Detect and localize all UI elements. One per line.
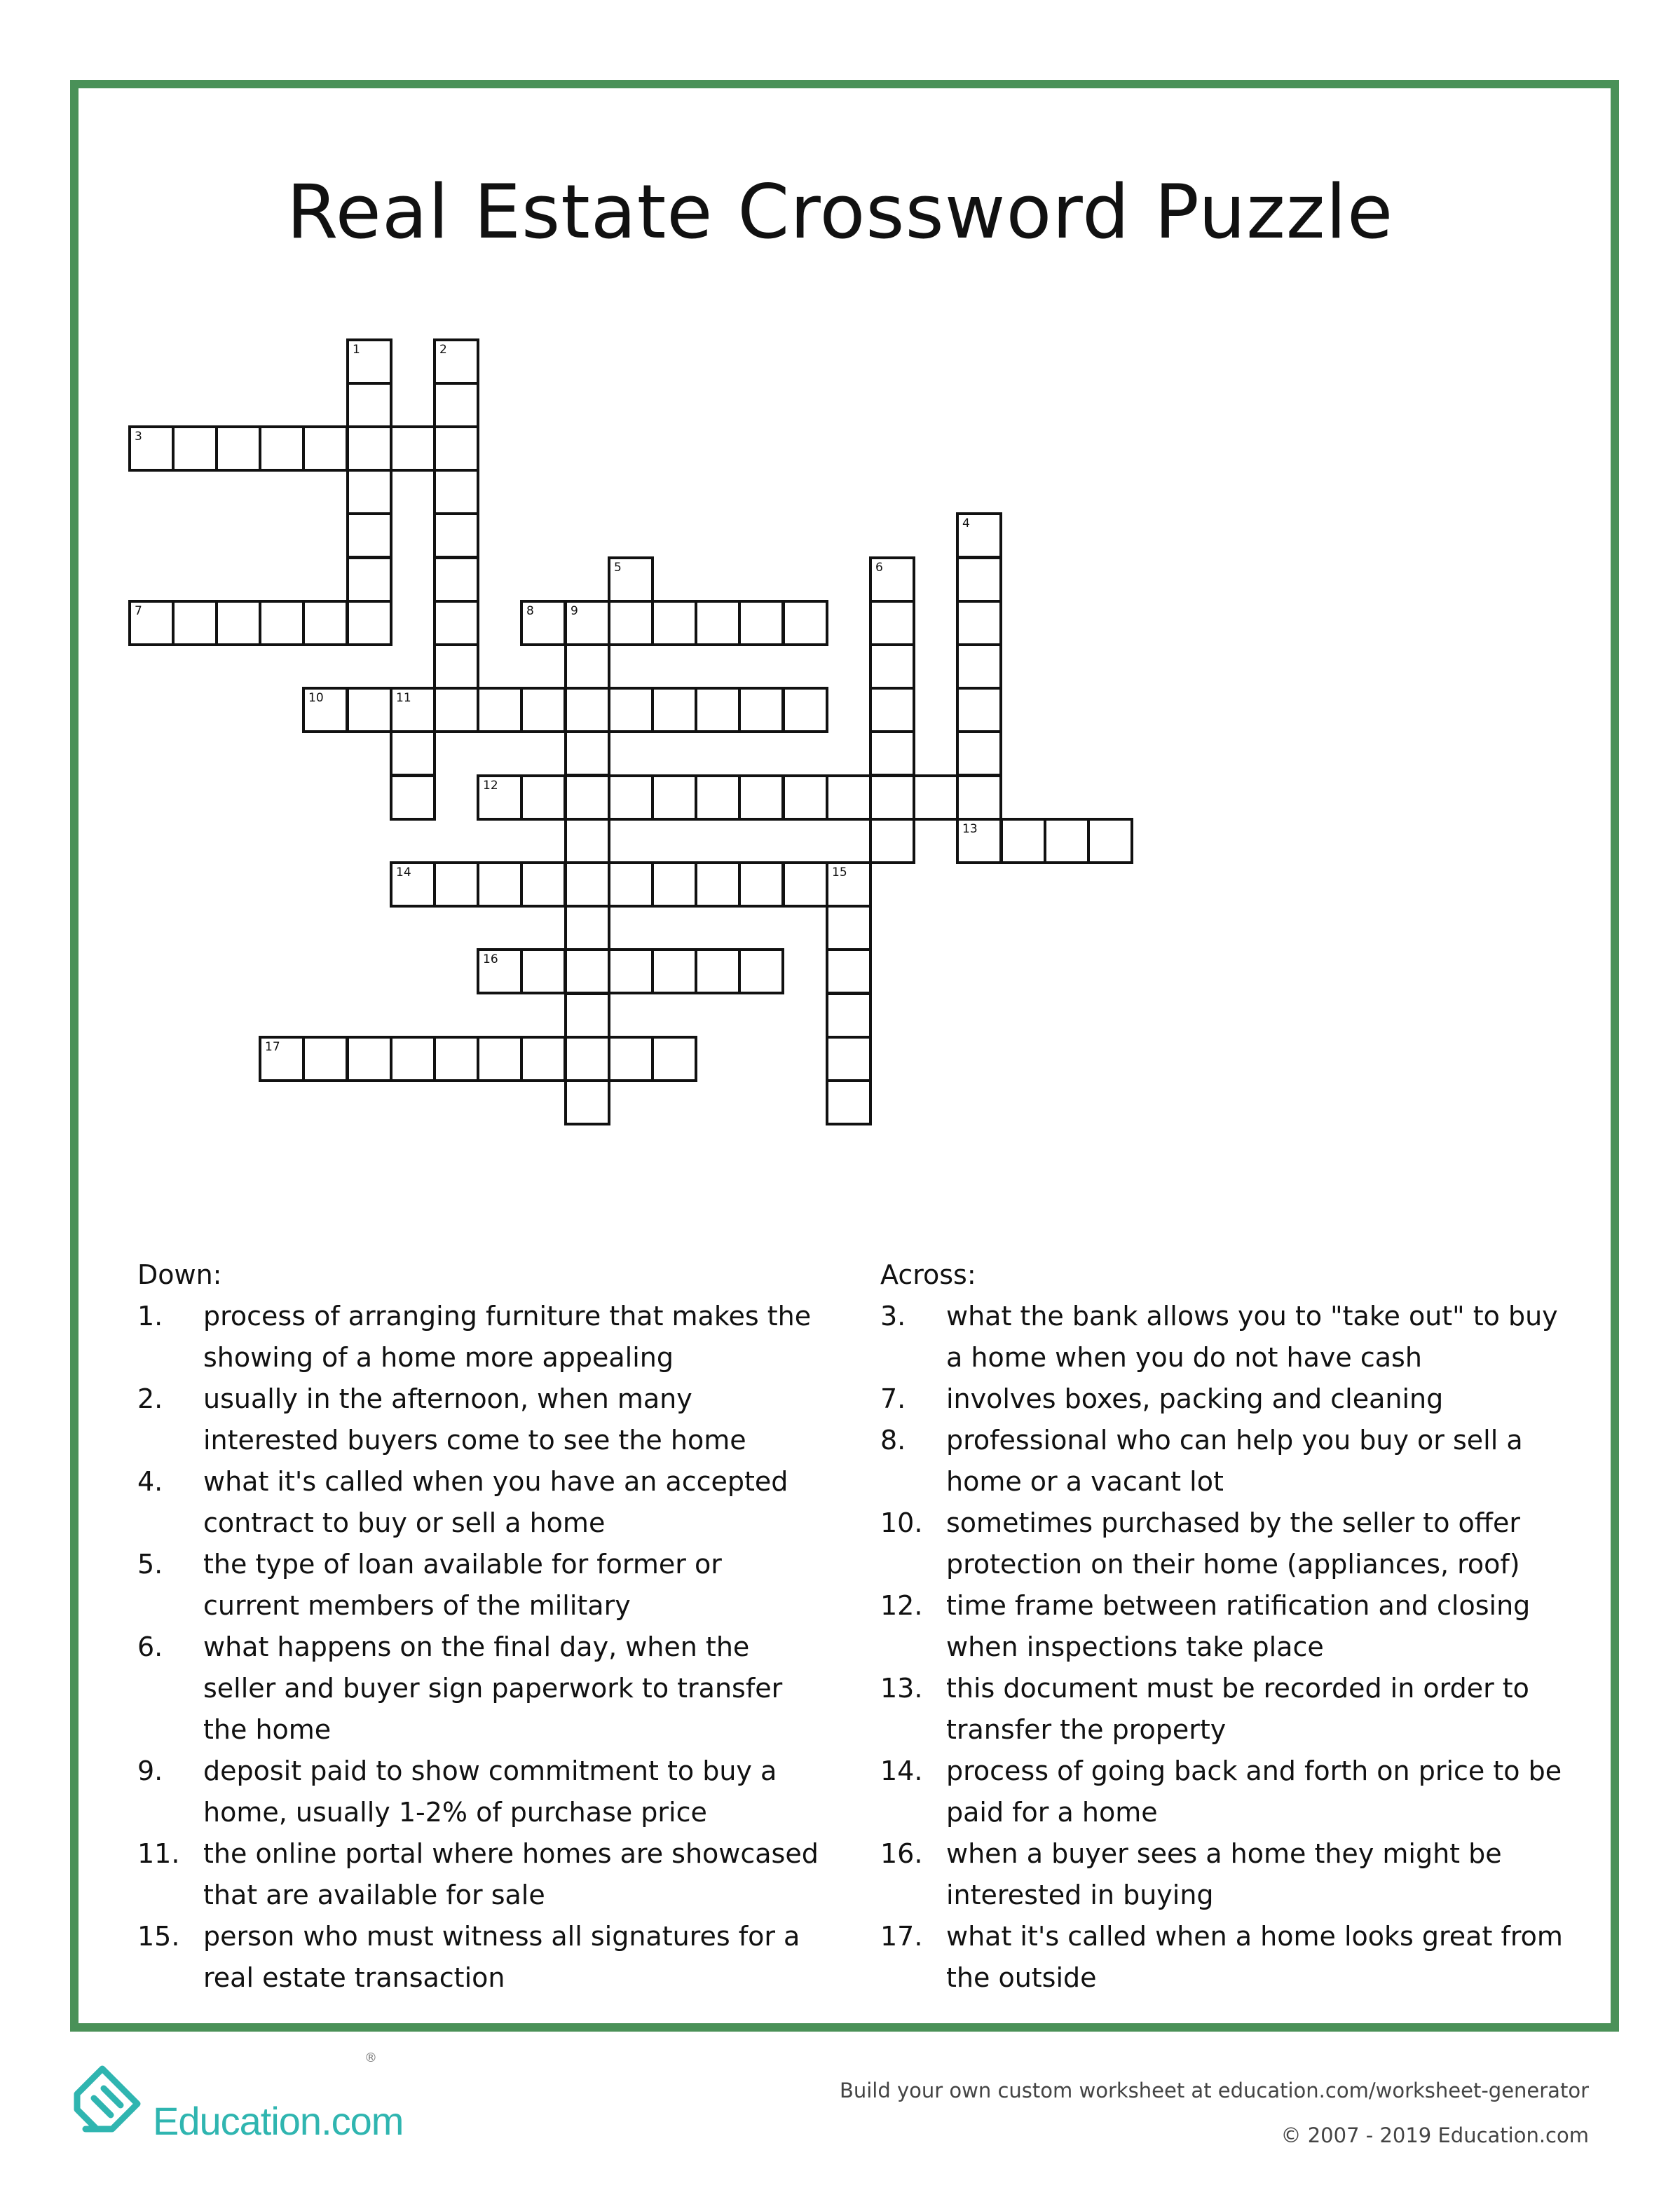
grid-cell[interactable]	[608, 600, 654, 646]
clue-number: 9.	[137, 1756, 163, 1786]
grid-cell[interactable]	[695, 687, 741, 733]
grid-cell[interactable]	[564, 948, 610, 994]
grid-cell[interactable]	[608, 774, 654, 821]
grid-cell[interactable]	[651, 600, 697, 646]
grid-cell[interactable]	[520, 600, 566, 646]
cell-number: 9	[571, 604, 578, 618]
grid-cell[interactable]	[215, 425, 261, 472]
clue-text: involves boxes, packing and cleaning	[946, 1383, 1444, 1414]
copyright: © 2007 - 2019 Education.com	[1281, 2123, 1589, 2147]
grid-cell[interactable]	[346, 425, 392, 472]
down-clue	[137, 1461, 824, 1544]
clue-number: 16.	[880, 1838, 923, 1869]
cell-number: 6	[875, 561, 883, 575]
grid-cell[interactable]	[433, 600, 479, 646]
clue-text: process of arranging furniture that makes the showing of a home more appealing	[203, 1301, 812, 1373]
clue-number: 13.	[880, 1673, 923, 1704]
cell-number: 12	[483, 779, 498, 793]
across-clue	[880, 1503, 1567, 1585]
grid-cell[interactable]	[564, 861, 610, 908]
grid-cell[interactable]	[477, 861, 523, 908]
grid-cell[interactable]	[433, 687, 479, 733]
grid-cell[interactable]	[826, 1036, 872, 1082]
clue-number: 1.	[137, 1301, 163, 1332]
grid-cell[interactable]	[956, 774, 1002, 821]
grid-cell[interactable]	[477, 948, 523, 994]
clue-text: what it's called when a home looks great from the outside	[946, 1921, 1563, 1993]
clue-number: 14.	[880, 1756, 923, 1786]
grid-cell[interactable]	[302, 687, 348, 733]
grid-cell[interactable]	[738, 687, 784, 733]
grid-cell[interactable]	[782, 861, 828, 908]
grid-cell[interactable]	[390, 1036, 436, 1082]
across-clue	[880, 1751, 1567, 1833]
cell-number: 11	[396, 691, 411, 705]
grid-cell[interactable]	[869, 643, 915, 690]
cell-number: 5	[614, 561, 622, 575]
clue-text: time frame between ratification and closing when inspections take place	[946, 1590, 1531, 1662]
grid-cell[interactable]	[695, 774, 741, 821]
grid-cell[interactable]	[172, 425, 218, 472]
down-clues	[137, 1254, 824, 1999]
grid-cell[interactable]	[956, 643, 1002, 690]
grid-cell[interactable]	[956, 556, 1002, 603]
clue-number: 7.	[880, 1383, 906, 1414]
grid-cell[interactable]	[433, 861, 479, 908]
down-clue	[137, 1916, 824, 1999]
registered-mark: ®	[364, 2051, 377, 2065]
clue-text: what happens on the final day, when the seller and buyer sign paperwork to transfer the home	[203, 1631, 783, 1745]
clue-number: 17.	[880, 1921, 923, 1952]
cell-number: 1	[353, 343, 360, 357]
down-clue	[137, 1544, 824, 1627]
grid-cell[interactable]	[956, 512, 1002, 559]
clue-text: deposit paid to show commitment to buy a home, usually 1-2% of purchase price	[203, 1756, 777, 1828]
grid-cell[interactable]	[651, 774, 697, 821]
grid-cell[interactable]	[346, 512, 392, 559]
grid-cell[interactable]	[695, 861, 741, 908]
cell-number: 8	[526, 604, 534, 618]
grid-cell[interactable]	[782, 600, 828, 646]
cell-number: 14	[396, 865, 411, 880]
grid-cell[interactable]	[608, 1036, 654, 1082]
grid-cell[interactable]	[520, 687, 566, 733]
grid-cell[interactable]	[477, 687, 523, 733]
grid-cell[interactable]	[608, 687, 654, 733]
grid-cell[interactable]	[564, 818, 610, 864]
clue-number: 2.	[137, 1383, 163, 1414]
grid-cell[interactable]	[608, 948, 654, 994]
grid-cell[interactable]	[259, 425, 305, 472]
grid-cell[interactable]	[390, 861, 436, 908]
grid-cell[interactable]	[869, 774, 915, 821]
grid-cell[interactable]	[477, 774, 523, 821]
grid-cell[interactable]	[869, 730, 915, 776]
clue-number: 4.	[137, 1466, 163, 1497]
across-clue	[880, 1833, 1567, 1916]
grid-cell[interactable]	[259, 600, 305, 646]
across-clues	[880, 1254, 1567, 1999]
grid-cell[interactable]	[346, 600, 392, 646]
clue-number: 6.	[137, 1631, 163, 1662]
grid-cell[interactable]	[433, 1036, 479, 1082]
grid-cell[interactable]	[346, 338, 392, 385]
grid-cell[interactable]	[433, 382, 479, 428]
grid-cell[interactable]	[433, 425, 479, 472]
grid-cell[interactable]	[564, 905, 610, 951]
grid-cell[interactable]	[302, 600, 348, 646]
grid-cell[interactable]	[564, 600, 610, 646]
grid-cell[interactable]	[695, 948, 741, 994]
clue-number: 3.	[880, 1301, 906, 1332]
cell-number: 17	[265, 1040, 280, 1054]
across-heading: Across:	[880, 1259, 976, 1290]
page-title: Real Estate Crossword Puzzle	[286, 169, 1394, 256]
grid-cell[interactable]	[520, 1036, 566, 1082]
grid-cell[interactable]	[477, 1036, 523, 1082]
grid-cell[interactable]	[913, 774, 959, 821]
grid-cell[interactable]	[390, 730, 436, 776]
cell-number: 4	[962, 516, 970, 531]
grid-cell[interactable]	[433, 643, 479, 690]
grid-cell[interactable]	[128, 425, 175, 472]
grid-cell[interactable]	[564, 1036, 610, 1082]
grid-cell[interactable]	[302, 425, 348, 472]
across-clue-list	[880, 1296, 1567, 1999]
grid-cell[interactable]	[564, 1079, 610, 1125]
cell-number: 15	[832, 865, 847, 880]
cell-number: 13	[962, 822, 978, 836]
clue-text: this document must be recorded in order to transfer the property	[946, 1673, 1529, 1745]
grid-cell[interactable]	[259, 1036, 305, 1082]
clue-text: person who must witness all signatures for a real estate transaction	[203, 1921, 800, 1993]
grid-cell[interactable]	[346, 469, 392, 515]
grid-cell[interactable]	[608, 861, 654, 908]
grid-cell[interactable]	[738, 948, 784, 994]
grid-cell[interactable]	[826, 774, 872, 821]
grid-cell[interactable]	[738, 861, 784, 908]
grid-cell[interactable]	[564, 687, 610, 733]
down-clue	[137, 1296, 824, 1378]
grid-cell[interactable]	[869, 818, 915, 864]
across-clue	[880, 1585, 1567, 1668]
education-logo[interactable]	[69, 2060, 433, 2158]
grid-cell[interactable]	[826, 1079, 872, 1125]
grid-cell[interactable]	[608, 556, 654, 603]
grid-cell[interactable]	[433, 512, 479, 559]
grid-cell[interactable]	[1087, 818, 1133, 864]
clue-number: 10.	[880, 1507, 923, 1538]
across-clue	[880, 1420, 1567, 1503]
grid-cell[interactable]	[346, 687, 392, 733]
grid-cell[interactable]	[520, 774, 566, 821]
clue-text: usually in the afternoon, when many interested buyers come to see the home	[203, 1383, 746, 1456]
clue-text: the online portal where homes are showcased that are available for sale	[203, 1838, 819, 1910]
grid-cell[interactable]	[433, 556, 479, 603]
grid-cell[interactable]	[651, 948, 697, 994]
clue-text: what it's called when you have an accepted contract to buy or sell a home	[203, 1466, 788, 1538]
down-heading: Down:	[137, 1259, 222, 1290]
grid-cell[interactable]	[172, 600, 218, 646]
grid-cell[interactable]	[956, 687, 1002, 733]
grid-cell[interactable]	[651, 861, 697, 908]
cell-number: 3	[135, 430, 142, 444]
down-clue	[137, 1627, 824, 1751]
grid-cell[interactable]	[738, 600, 784, 646]
grid-cell[interactable]	[782, 687, 828, 733]
grid-cell[interactable]	[390, 425, 436, 472]
grid-cell[interactable]	[782, 774, 828, 821]
clue-text: process of going back and forth on price to be paid for a home	[946, 1756, 1562, 1828]
down-clue	[137, 1378, 824, 1461]
grid-cell[interactable]	[564, 730, 610, 776]
clue-text: what the bank allows you to "take out" to buy a home when you do not have cash	[946, 1301, 1558, 1373]
grid-cell[interactable]	[651, 687, 697, 733]
grid-cell[interactable]	[826, 861, 872, 908]
grid-cell[interactable]	[956, 818, 1002, 864]
grid-cell[interactable]	[346, 1036, 392, 1082]
grid-cell[interactable]	[826, 948, 872, 994]
grid-cell[interactable]	[695, 600, 741, 646]
across-clue	[880, 1916, 1567, 1999]
grid-cell[interactable]	[1044, 818, 1090, 864]
grid-cell[interactable]	[956, 600, 1002, 646]
clue-text: when a buyer sees a home they might be interested in buying	[946, 1838, 1502, 1910]
build-worksheet-link[interactable]: Build your own custom worksheet at education.com/worksheet-generator	[839, 2079, 1589, 2102]
clue-text: professional who can help you buy or sell a home or a vacant lot	[946, 1425, 1523, 1497]
grid-cell[interactable]	[390, 774, 436, 821]
grid-cell[interactable]	[869, 556, 915, 603]
grid-cell[interactable]	[215, 600, 261, 646]
grid-cell[interactable]	[390, 687, 436, 733]
grid-cell[interactable]	[826, 905, 872, 951]
grid-cell[interactable]	[433, 469, 479, 515]
clue-number: 11.	[137, 1838, 180, 1869]
clue-number: 15.	[137, 1921, 180, 1952]
grid-cell[interactable]	[520, 948, 566, 994]
across-clue	[880, 1296, 1567, 1378]
down-clue	[137, 1833, 824, 1916]
clue-text: sometimes purchased by the seller to offer protection on their home (appliances, roof)	[946, 1507, 1520, 1580]
grid-cell[interactable]	[826, 992, 872, 1039]
clue-number: 5.	[137, 1549, 163, 1580]
clue-number: 12.	[880, 1590, 923, 1621]
grid-cell[interactable]	[433, 338, 479, 385]
grid-cell[interactable]	[1000, 818, 1046, 864]
grid-cell[interactable]	[869, 600, 915, 646]
education-logo-icon	[69, 2060, 146, 2144]
grid-cell[interactable]	[651, 1036, 697, 1082]
grid-cell[interactable]	[520, 861, 566, 908]
grid-cell[interactable]	[869, 687, 915, 733]
down-clue	[137, 1751, 824, 1833]
grid-cell[interactable]	[738, 774, 784, 821]
grid-cell[interactable]	[564, 774, 610, 821]
down-clue-list	[137, 1296, 824, 1999]
across-clue	[880, 1378, 1567, 1420]
grid-cell[interactable]	[346, 556, 392, 603]
logo-text: Education.com	[153, 2099, 404, 2143]
grid-cell[interactable]	[564, 643, 610, 690]
grid-cell[interactable]	[128, 600, 175, 646]
grid-cell[interactable]	[564, 992, 610, 1039]
grid-cell[interactable]	[302, 1036, 348, 1082]
clue-number: 8.	[880, 1425, 906, 1456]
across-clue	[880, 1668, 1567, 1751]
cell-number: 10	[308, 691, 324, 705]
cell-number: 7	[135, 604, 142, 618]
grid-cell[interactable]	[346, 382, 392, 428]
clue-text: the type of loan available for former or current members of the military	[203, 1549, 722, 1621]
cell-number: 2	[439, 343, 447, 357]
cell-number: 16	[483, 952, 498, 966]
grid-cell[interactable]	[956, 730, 1002, 776]
